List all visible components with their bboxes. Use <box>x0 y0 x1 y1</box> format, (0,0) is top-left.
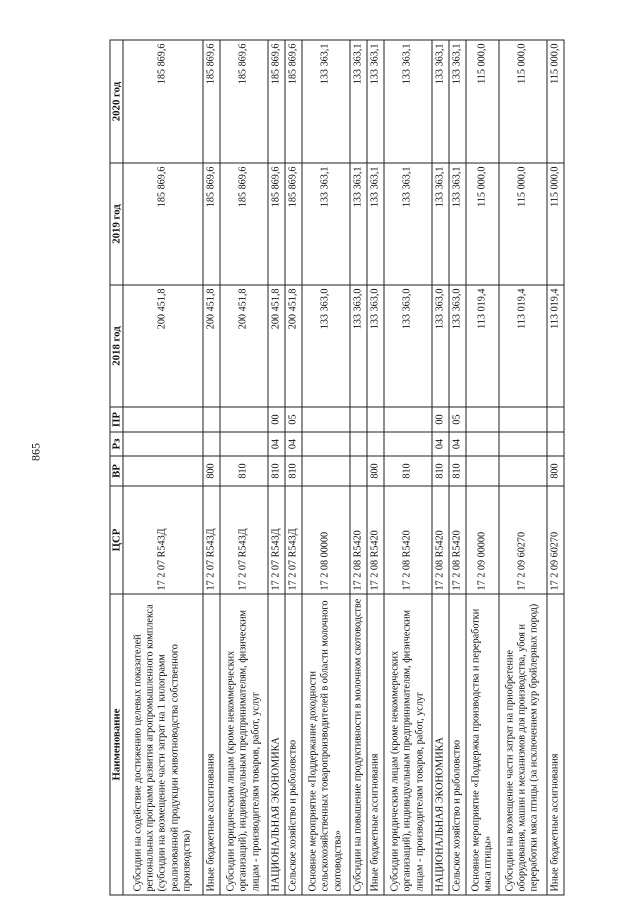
cell-2018: 133 363,0 <box>449 285 466 407</box>
cell-2018: 113 019,4 <box>466 285 499 407</box>
cell-pr: 05 <box>285 407 302 432</box>
cell-2018: 133 363,0 <box>367 285 384 407</box>
cell-csr: 17 2 09 00000 <box>466 486 499 594</box>
table-row <box>350 40 367 895</box>
cell-csr: 17 2 08 R5420 <box>367 486 384 594</box>
cell-vr <box>302 456 350 486</box>
cell-csr: 17 2 07 R543Д <box>220 486 268 594</box>
cell-rz: 04 <box>432 432 449 456</box>
cell-name: Субсидии юридическим лицам (кроме некоммерческих организаций), индивидуальным предпринимателям, физическим лицам - производителям товаров, работ, услуг <box>220 594 268 895</box>
cell-name: Субсидии на содействие достижению целевых показателей региональных программ развития агропромышленного комплекса (субсидии на возмещение части затрат на 1 килограмм реализованной продукции животноводства собственного производства) <box>123 594 203 895</box>
cell-2019: 185 869,6 <box>268 163 285 285</box>
cell-2020: 133 363,1 <box>367 40 384 163</box>
cell-vr: 800 <box>203 456 220 486</box>
header-2020: 2020 год <box>110 40 123 163</box>
cell-2019: 185 869,6 <box>203 163 220 285</box>
cell-2019: 133 363,1 <box>302 163 350 285</box>
cell-2019: 185 869,6 <box>123 163 203 285</box>
cell-rz: 04 <box>449 432 466 456</box>
cell-2020: 185 869,6 <box>268 40 285 163</box>
page-number: 865 <box>28 443 43 461</box>
cell-rz: 04 <box>268 432 285 456</box>
cell-2020: 185 869,6 <box>123 40 203 163</box>
cell-2020: 185 869,6 <box>203 40 220 163</box>
header-vr: ВР <box>110 456 123 486</box>
cell-name: Основное мероприятие «Поддержка производства и переработки мяса птицы» <box>466 594 499 895</box>
cell-rz <box>499 432 547 456</box>
cell-2019: 133 363,1 <box>432 163 449 285</box>
cell-vr: 810 <box>432 456 449 486</box>
cell-2018: 200 451,8 <box>203 285 220 407</box>
table-row <box>499 40 547 895</box>
table-row <box>203 40 220 895</box>
cell-name: Иные бюджетные ассигнования <box>203 594 220 895</box>
cell-vr: 810 <box>268 456 285 486</box>
cell-2018: 133 363,0 <box>384 285 432 407</box>
cell-name: Иные бюджетные ассигнования <box>367 594 384 895</box>
cell-2020: 185 869,6 <box>220 40 268 163</box>
cell-vr <box>499 456 547 486</box>
table-row <box>220 40 268 895</box>
cell-2019: 133 363,1 <box>367 163 384 285</box>
cell-vr: 810 <box>220 456 268 486</box>
cell-pr <box>499 407 547 432</box>
cell-2020: 133 363,1 <box>449 40 466 163</box>
cell-csr: 17 2 08 R5420 <box>384 486 432 594</box>
cell-csr: 17 2 09 60270 <box>499 486 547 594</box>
cell-name: Иные бюджетные ассигнования <box>547 594 564 895</box>
cell-2018: 200 451,8 <box>285 285 302 407</box>
cell-vr: 800 <box>547 456 564 486</box>
budget-table <box>110 40 565 896</box>
cell-pr <box>123 407 203 432</box>
cell-csr: 17 2 08 R5420 <box>350 486 367 594</box>
cell-2020: 133 363,1 <box>384 40 432 163</box>
cell-2020: 115 000,0 <box>499 40 547 163</box>
cell-2020: 133 363,1 <box>302 40 350 163</box>
rotated-table-container <box>110 41 565 896</box>
cell-2018: 113 019,4 <box>547 285 564 407</box>
cell-rz: 04 <box>285 432 302 456</box>
cell-csr: 17 2 07 R543Д <box>203 486 220 594</box>
cell-pr <box>384 407 432 432</box>
cell-rz <box>547 432 564 456</box>
cell-vr <box>123 456 203 486</box>
cell-rz <box>302 432 350 456</box>
cell-csr: 17 2 07 R543Д <box>123 486 203 594</box>
cell-pr: 05 <box>449 407 466 432</box>
header-name: Наименование <box>110 594 123 895</box>
cell-vr: 810 <box>285 456 302 486</box>
cell-pr <box>547 407 564 432</box>
cell-2019: 115 000,0 <box>466 163 499 285</box>
cell-2020: 133 363,1 <box>350 40 367 163</box>
cell-2018: 133 363,0 <box>432 285 449 407</box>
cell-pr <box>220 407 268 432</box>
cell-vr <box>350 456 367 486</box>
cell-name: Основное мероприятие «Поддержание доходности сельскохозяйственных товаропроизводителей в области молочного скотоводства» <box>302 594 350 895</box>
cell-csr: 17 2 08 00000 <box>302 486 350 594</box>
cell-name: Субсидии на повышение продуктивности в молочном скотоводстве <box>350 594 367 895</box>
cell-2019: 115 000,0 <box>547 163 564 285</box>
cell-vr: 810 <box>384 456 432 486</box>
cell-rz <box>203 432 220 456</box>
cell-csr: 17 2 08 R5420 <box>432 486 449 594</box>
header-pr: ПР <box>110 407 123 432</box>
cell-pr: 00 <box>268 407 285 432</box>
cell-rz <box>384 432 432 456</box>
table-row <box>384 40 432 895</box>
cell-vr: 800 <box>367 456 384 486</box>
cell-2020: 115 000,0 <box>466 40 499 163</box>
cell-2019: 185 869,6 <box>220 163 268 285</box>
table-row <box>547 40 564 895</box>
table-row <box>466 40 499 895</box>
cell-2019: 185 869,6 <box>285 163 302 285</box>
cell-rz <box>466 432 499 456</box>
cell-vr: 810 <box>449 456 466 486</box>
cell-rz <box>367 432 384 456</box>
header-csr: ЦСР <box>110 486 123 594</box>
table-row <box>268 40 285 895</box>
cell-pr <box>302 407 350 432</box>
cell-csr: 17 2 07 R543Д <box>268 486 285 594</box>
cell-csr: 17 2 08 R5420 <box>449 486 466 594</box>
cell-2020: 185 869,6 <box>285 40 302 163</box>
cell-rz <box>350 432 367 456</box>
table-row <box>367 40 384 895</box>
header-rz: Рз <box>110 432 123 456</box>
table-row <box>123 40 203 895</box>
cell-2019: 133 363,1 <box>449 163 466 285</box>
cell-pr <box>466 407 499 432</box>
cell-rz <box>220 432 268 456</box>
cell-name: Субсидии юридическим лицам (кроме некоммерческих организаций), индивидуальным предпринимателям, физическим лицам - производителям товаров, работ, услуг <box>384 594 432 895</box>
cell-2018: 113 019,4 <box>499 285 547 407</box>
cell-2018: 200 451,8 <box>268 285 285 407</box>
table-row <box>285 40 302 895</box>
cell-2018: 200 451,8 <box>123 285 203 407</box>
cell-pr <box>367 407 384 432</box>
cell-2020: 133 363,1 <box>432 40 449 163</box>
cell-pr: 00 <box>432 407 449 432</box>
cell-pr <box>203 407 220 432</box>
cell-pr <box>350 407 367 432</box>
cell-csr: 17 2 09 60270 <box>547 486 564 594</box>
cell-2019: 133 363,1 <box>350 163 367 285</box>
cell-2020: 115 000,0 <box>547 40 564 163</box>
cell-name: НАЦИОНАЛЬНАЯ ЭКОНОМИКА <box>432 594 449 895</box>
table-row <box>432 40 449 895</box>
cell-2018: 200 451,8 <box>220 285 268 407</box>
header-2019: 2019 год <box>110 163 123 285</box>
cell-2018: 133 363,0 <box>350 285 367 407</box>
cell-2019: 115 000,0 <box>499 163 547 285</box>
cell-name: Субсидии на возмещение части затрат на приобретение оборудования, машин и механизмов для производства, убоя и переработки мяса птицы (за исключением кур бройлерных пород) <box>499 594 547 895</box>
cell-vr <box>466 456 499 486</box>
cell-name: Сельское хозяйство и рыболовство <box>285 594 302 895</box>
cell-2018: 133 363,0 <box>302 285 350 407</box>
cell-csr: 17 2 07 R543Д <box>285 486 302 594</box>
cell-name: НАЦИОНАЛЬНАЯ ЭКОНОМИКА <box>268 594 285 895</box>
cell-name: Сельское хозяйство и рыболовство <box>449 594 466 895</box>
table-row <box>449 40 466 895</box>
table-body <box>123 40 564 895</box>
table-header-row <box>110 40 123 895</box>
cell-rz <box>123 432 203 456</box>
header-2018: 2018 год <box>110 285 123 407</box>
cell-2019: 133 363,1 <box>384 163 432 285</box>
table-row <box>302 40 350 895</box>
